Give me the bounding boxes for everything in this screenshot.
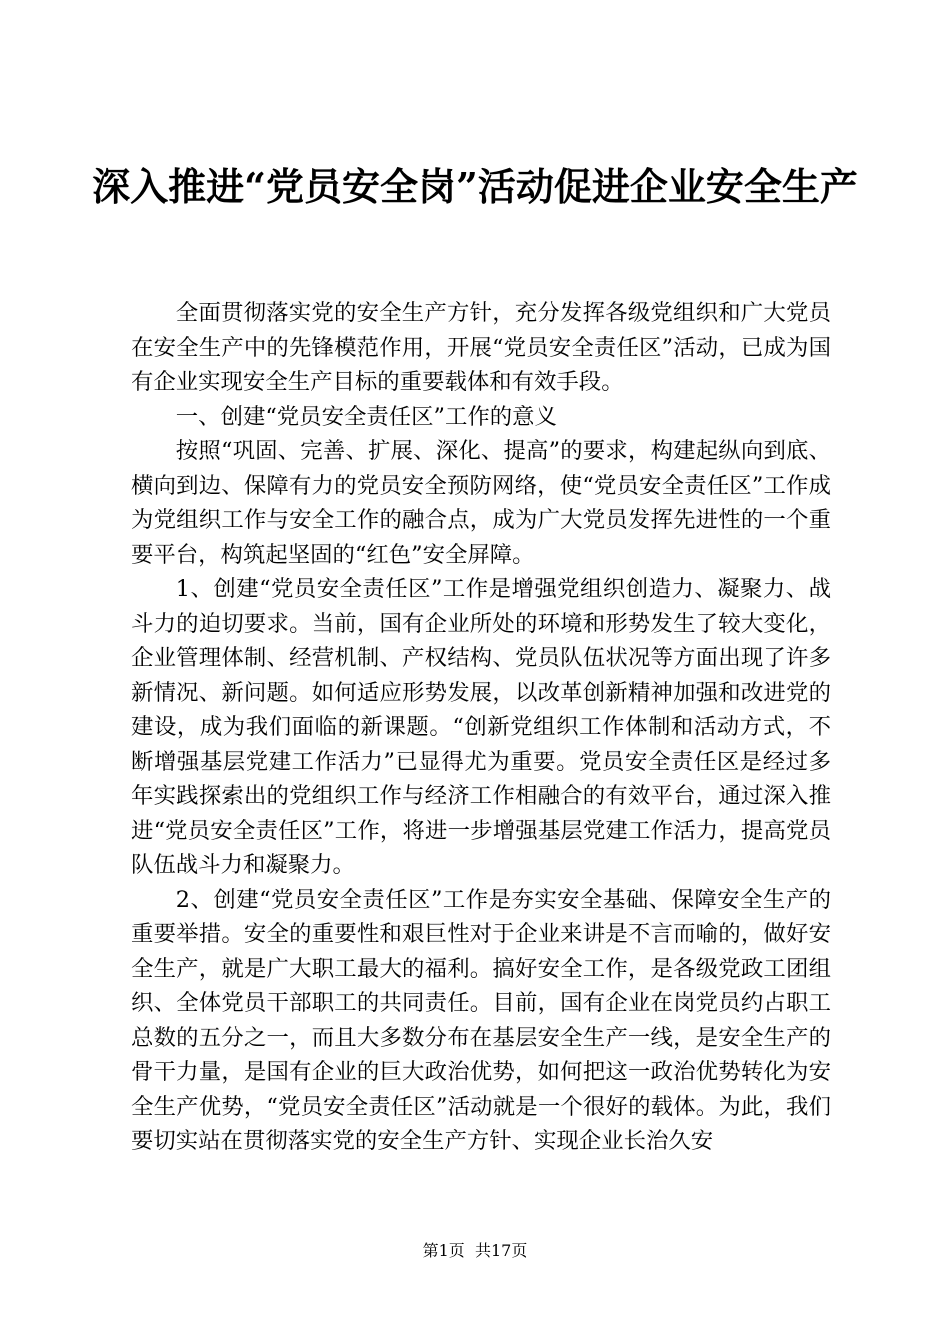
section-heading-significance: 一、创建“党员安全责任区”工作的意义	[175, 403, 557, 430]
paragraph-point-2: 2、创建“党员安全责任区”工作是夯实安全基础、保障安全生产的重要举措。安全的重要性和艰巨性对于企业来讲是不言而喻的，做好安全生产，就是广大职工最大的福利。搞好安全工作，是各级党政工团组织、全体党员干部职工的共同责任。目前，国有企业在岗党员约占职工总数的五分之一，而且大多数分布在基层安全生产一线，是安全生产的骨干力量，是国有企业的巨大政治优势，如何把这一政治优势转化为安全生产优势，“党员安全责任区”活动就是一个很好的载体。为此，我们要切实站在贯彻落实党的安全生产方针、实现企业长治久安	[131, 886, 831, 1154]
page-number: 第1页	[422, 1241, 465, 1260]
paragraph-intro: 全面贯彻落实党的安全生产方针，充分发挥各级党组织和广大党员在安全生产中的先锋模范作用，开展“党员安全责任区”活动，已成为国有企业实现安全生产目标的重要载体和有效手段。	[131, 300, 831, 395]
paragraph-point-1: 1、创建“党员安全责任区”工作是增强党组织创造力、凝聚力、战斗力的迫切要求。当前，国有企业所处的环境和形势发生了较大变化，企业管理体制、经营机制、产权结构、党员队伍状况等方面出现了许多新情况、新问题。如何适应形势发展，以改革创新精神加强和改进党的建设，成为我们面临的新课题。“创新党组织工作体制和活动方式，不断增强基层党建工作活力”已显得尤为重要。党员安全责任区是经过多年实践探索出的党组织工作与经济工作相融合的有效平台，通过深入推进“党员安全责任区”工作，将进一步增强基层党建工作活力，提高党员队伍战斗力和凝聚力。	[131, 576, 831, 878]
document-title: 深入推进“党员安全岗”活动促进企业安全生产	[92, 164, 858, 209]
document-body	[131, 296, 831, 1159]
page-total: 共17页	[474, 1241, 528, 1260]
paragraph-requirements: 按照“巩固、完善、扩展、深化、提高”的要求，构建起纵向到底、横向到边、保障有力的党员安全预防网络，使“党员安全责任区”工作成为党组织工作与安全工作的融合点，成为广大党员发挥先进性的一个重要平台，构筑起坚固的“红色”安全屏障。	[131, 438, 831, 568]
page-footer	[0, 1241, 950, 1261]
